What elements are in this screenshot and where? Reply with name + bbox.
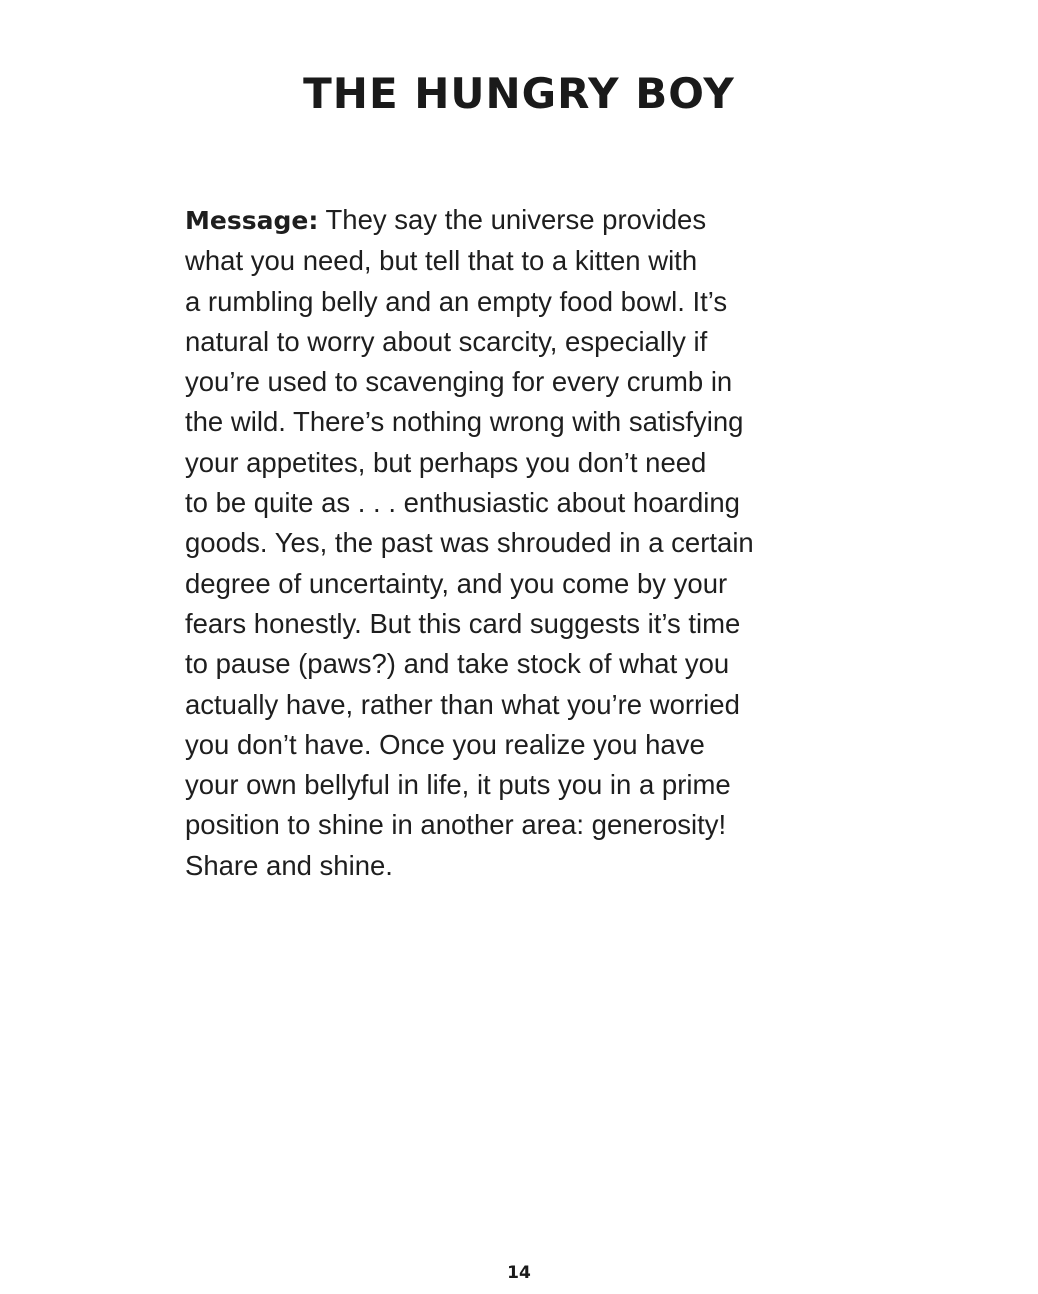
- text-line: actually have, rather than what you’re worried: [185, 688, 740, 720]
- page-title: THE HUNGRY BOY: [303, 69, 735, 118]
- text-line: goods. Yes, the past was shrouded in a certain: [185, 527, 754, 559]
- text-line: the wild. There’s nothing wrong with satisfying: [185, 406, 744, 438]
- text-line-content: They say the universe provides: [325, 204, 707, 235]
- text-line: degree of uncertainty, and you come by your: [185, 567, 728, 599]
- text-line: Share and shine.: [185, 849, 393, 881]
- message-label: Message:: [185, 206, 319, 235]
- text-line: to pause (paws?) and take stock of what you: [185, 648, 730, 680]
- text-line: to be quite as . . . enthusiastic about hoarding: [185, 487, 740, 519]
- text-line: position to shine in another area: generosity!: [185, 809, 727, 841]
- text-line: natural to worry about scarcity, especially if: [185, 325, 708, 357]
- text-line: [185, 200, 865, 241]
- text-line: your appetites, but perhaps you don’t need: [185, 446, 707, 478]
- text-line: you’re used to scavenging for every crumb in: [185, 366, 733, 398]
- text-line: a rumbling belly and an empty food bowl. It’s: [185, 285, 728, 317]
- text-line: what you need, but tell that to a kitten with: [185, 245, 698, 277]
- message-paragraph: [185, 200, 865, 886]
- text-line: your own bellyful in life, it puts you in a prime: [185, 769, 731, 801]
- page-number: 14: [507, 1263, 531, 1283]
- text-line: you don’t have. Once you realize you have: [185, 728, 705, 760]
- text-line: fears honestly. But this card suggests it’s time: [185, 607, 741, 639]
